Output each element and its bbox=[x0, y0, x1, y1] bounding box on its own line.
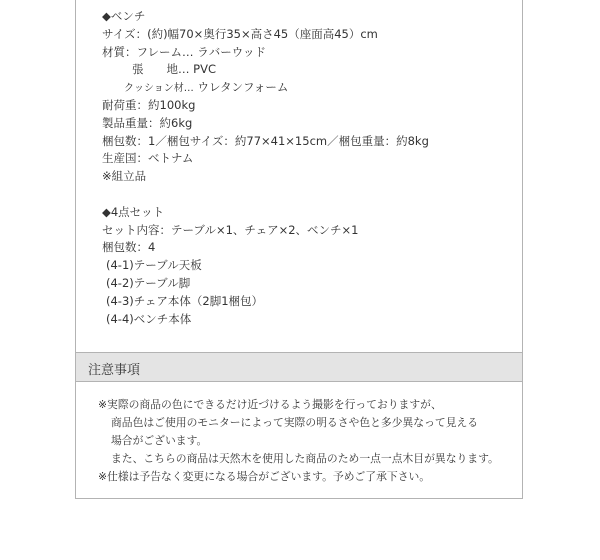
note-line: ※仕様は予告なく変更になる場合がございます。予めご了承下さい。 bbox=[98, 470, 431, 483]
notes-header bbox=[76, 352, 522, 382]
cushion-label: クッション材… bbox=[124, 83, 194, 95]
set-contents: セット内容：テーブル×1、チェア×2、ベンチ×1 bbox=[102, 222, 359, 237]
bench-packing: 梱包数：1／梱包サイズ：約77×41×15cm／梱包重量：約8kg bbox=[102, 133, 429, 148]
spec-list bbox=[102, 8, 517, 328]
bench-material-upholstery: 張 地… PVC bbox=[132, 62, 216, 77]
bench-load: 耐荷重：約100kg bbox=[102, 97, 196, 112]
spec-panel bbox=[75, 0, 523, 499]
bench-material-cushion bbox=[102, 79, 517, 97]
bench-size: サイズ：(約)幅70×奥行35×高さ45（座面高45）cm bbox=[102, 26, 378, 41]
set-packages: 梱包数：4 bbox=[102, 240, 156, 255]
bench-weight: 製品重量：約6kg bbox=[102, 115, 193, 130]
set-item: (4-1)テーブル天板 bbox=[106, 258, 202, 273]
bench-heading: ◆ベンチ bbox=[102, 9, 146, 23]
set-item: (4-3)チェア本体（2脚1梱包） bbox=[106, 293, 264, 308]
bench-assembly: ※組立品 bbox=[102, 169, 147, 184]
note-line: ※実際の商品の色にできるだけ近づけるよう撮影を行っておりますが、 bbox=[98, 398, 442, 411]
set-heading: ◆4点セット bbox=[102, 204, 165, 219]
section-gap bbox=[102, 186, 517, 204]
note-line: また、こちらの商品は天然木を使用した商品のため一点一点木目が異なります。 bbox=[111, 452, 499, 465]
bench-material-frame: 材質：フレーム… ラバーウッド bbox=[102, 44, 266, 59]
notes-title: 注意事項 bbox=[88, 363, 141, 378]
set-item: (4-2)テーブル脚 bbox=[106, 275, 191, 290]
note-line: 場合がございます。 bbox=[111, 434, 208, 447]
set-item: (4-4)ベンチ本体 bbox=[106, 311, 192, 326]
cushion-value: ウレタンフォーム bbox=[197, 80, 289, 95]
note-line: 商品色はご使用のモニターによって実際の明るさや色と多少異なって見える bbox=[111, 416, 479, 429]
bench-origin: 生産国：ベトナム bbox=[102, 151, 194, 166]
notes-list bbox=[98, 396, 518, 486]
